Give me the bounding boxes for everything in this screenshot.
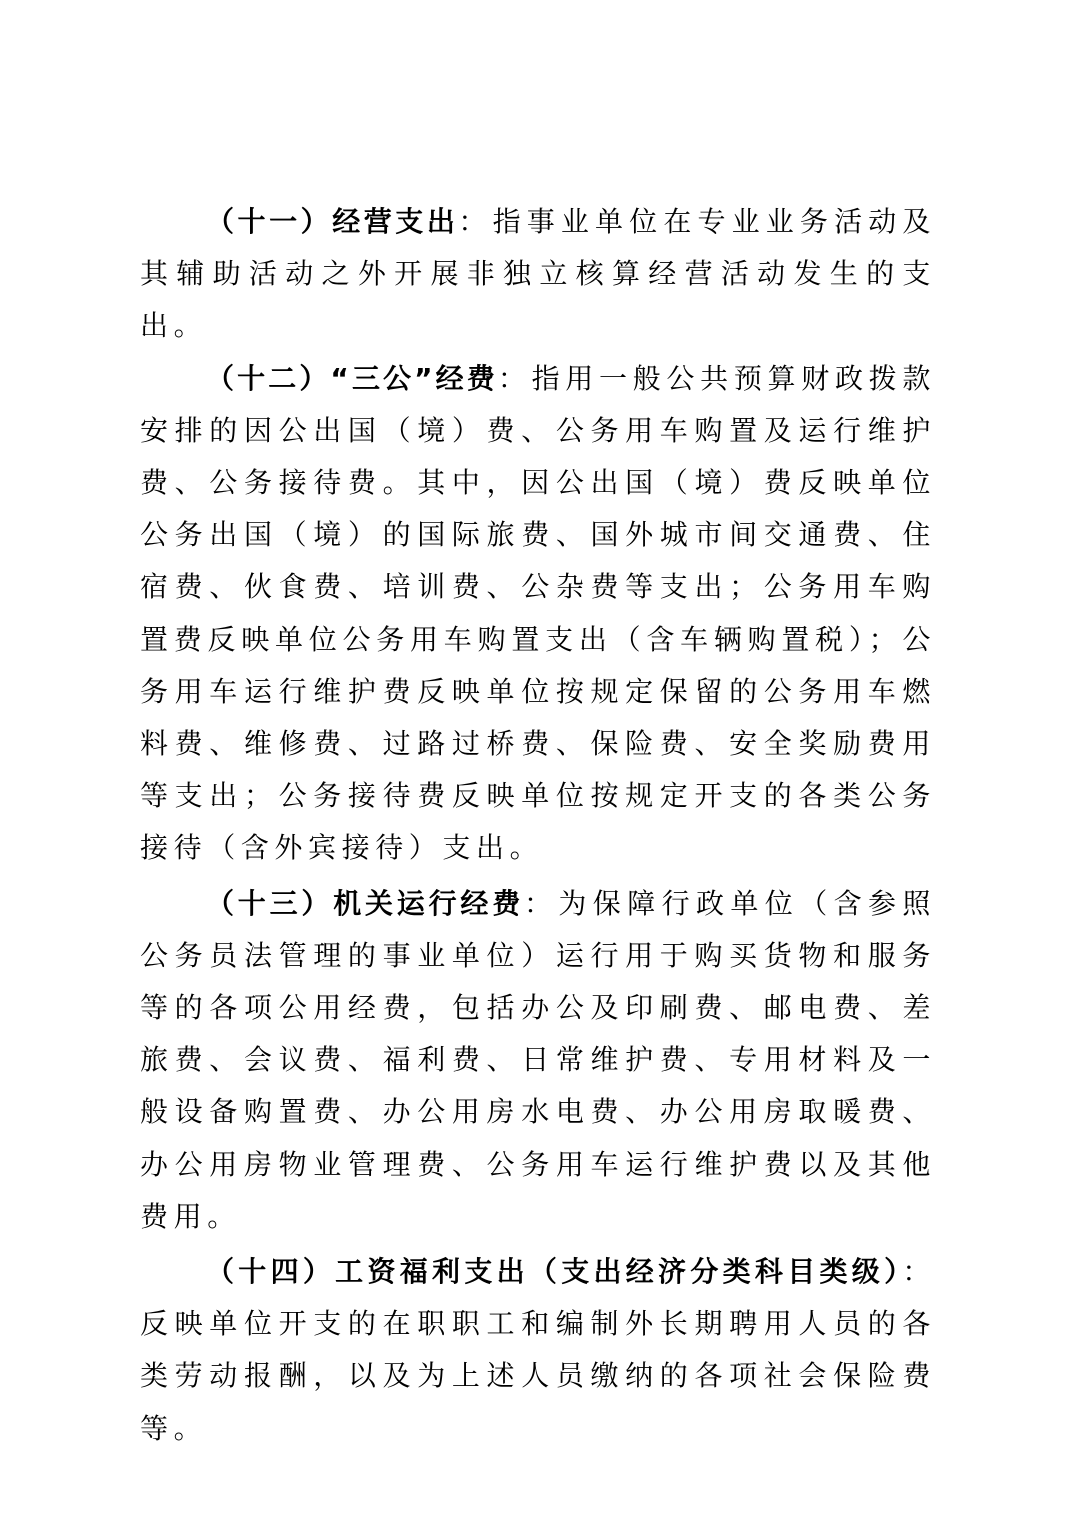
definition-three-public-expenses: ：指用一般公共预算财政拨款安排的因公出国（境）费、公务用车购置及运行维护费、公务接待费。其中，因公出国（境）费反映单位公务出国（境）的国际旅费、国外城市间交通费、住宿费、伙食费、培训费、公杂费等支出；公务用车购置费反映单位公务用车购置支出（含车辆购置税）；公务用车运行维护费反映单位按规定保留的公务用车燃料费、维修费、过路过桥费、保险费、安全奖励费用等支出；公务接待费反映单位按规定开支的各类公务接待（含外宾接待）支出。	[140, 361, 936, 865]
term-operating-expenditure: （十一）经营支出	[206, 205, 459, 238]
definition-operating-expenditure: ：指事业单位在专业业务活动及其辅助活动之外开展非独立核算经营活动发生的支出。	[140, 205, 936, 343]
paragraph-operating-expenditure	[140, 196, 936, 353]
term-agency-operating-funds: （十三）机关运行经费	[206, 886, 524, 920]
term-wage-welfare-expenditure: （十四）工资福利支出（支出经济分类科目类级）	[206, 1255, 903, 1289]
term-three-public-expenses: （十二）“三公”经费	[206, 361, 498, 395]
paragraph-agency-operating-funds	[140, 878, 936, 1243]
definition-agency-operating-funds: ：为保障行政单位（含参照公务员法管理的事业单位）运行用于购买货物和服务等的各项公用经费，包括办公及印刷费、邮电费、差旅费、会议费、福利费、日常维护费、专用材料及一般设备购置费、办公用房水电费、办公用房取暖费、办公用房物业管理费、公务用车运行维护费以及其他费用。	[140, 886, 936, 1233]
paragraph-wage-welfare-expenditure	[140, 1246, 936, 1455]
document-body	[140, 196, 936, 1455]
definition-wage-welfare-expenditure: ：反映单位开支的在职职工和编制外长期聘用人员的各类劳动报酬，以及为上述人员缴纳的各项社会保险费等。	[140, 1255, 936, 1445]
paragraph-three-public-expenses	[140, 353, 936, 875]
